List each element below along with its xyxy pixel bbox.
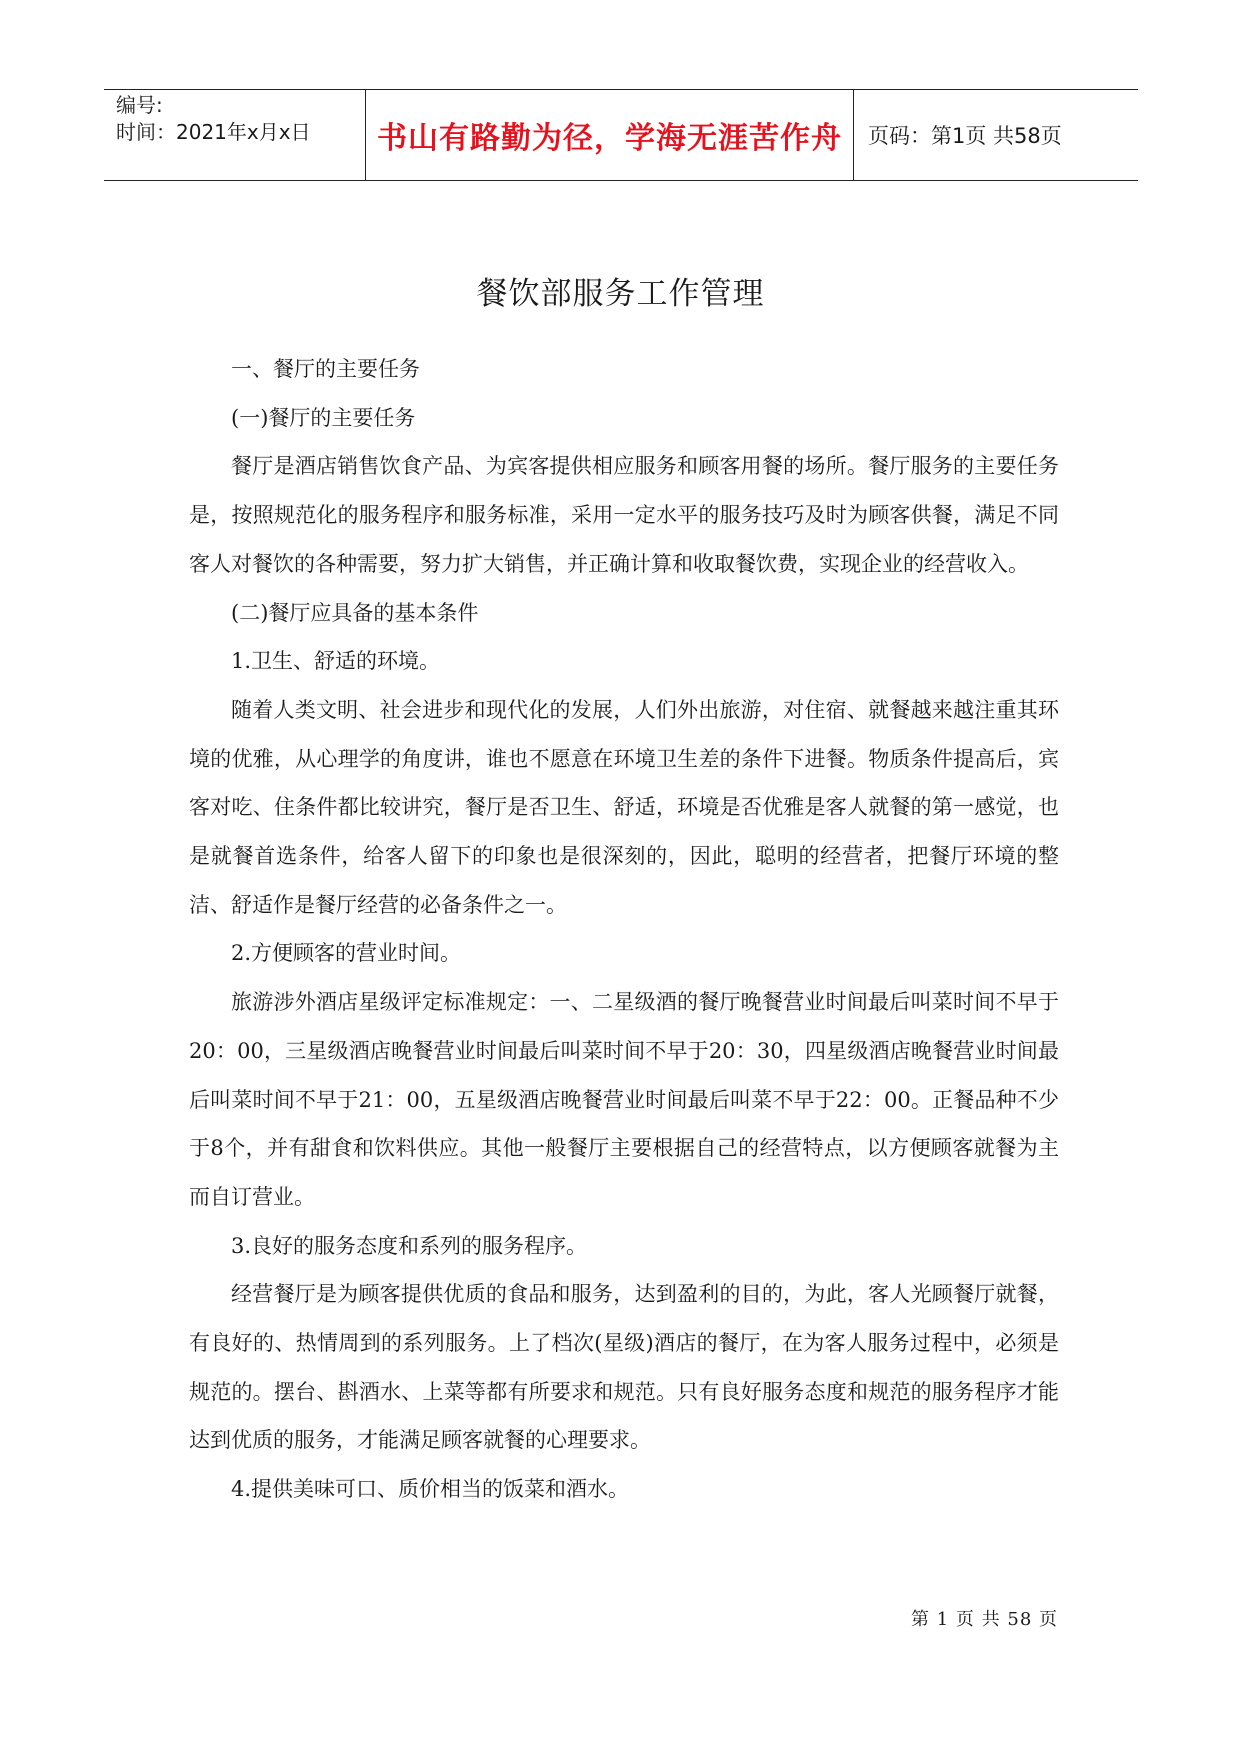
- document-number-label: 编号:: [116, 93, 163, 117]
- numbered-item-heading: 1.卫生、舒适的环境。: [231, 649, 441, 674]
- subsection-heading: (一)餐厅的主要任务: [231, 405, 416, 430]
- body-paragraph: 随着人类文明、社会进步和现代化的发展，人们外出旅游，对住宿、就餐越来越注重其环境的优雅，从心理学的角度讲，谁也不愿意在环境卫生差的条件下进餐。物质条件提高后，宾客对吃、住条件都比较讲究，餐厅是否卫生、舒适，环境是否优雅是客人就餐的第一感觉，也是就餐首选条件，给客人留下的印象也是很深刻的，因此，聪明的经营者，把餐厅环境的整洁、舒适作是餐厅经营的必备条件之一。: [189, 697, 1059, 917]
- subsection-heading: (二)餐厅应具备的基本条件: [231, 600, 479, 625]
- numbered-item-heading: 4.提供美味可口、质价相当的饭菜和酒水。: [231, 1477, 630, 1502]
- page-footer: 第 1 页 共 58 页: [911, 1609, 1058, 1630]
- numbered-item-heading: 2.方便顾客的营业时间。: [231, 941, 462, 966]
- numbered-item-heading: 3.良好的服务态度和系列的服务程序。: [231, 1233, 588, 1258]
- body-paragraph: 餐厅是酒店销售饮食产品、为宾客提供相应服务和顾客用餐的场所。餐厅服务的主要任务是，按照规范化的服务程序和服务标准，采用一定水平的服务技巧及时为顾客供餐，满足不同客人对餐饮的各种需要，努力扩大销售，并正确计算和收取餐饮费，实现企业的经营收入。: [189, 454, 1059, 576]
- header-meta-cell: [104, 90, 366, 180]
- header-page-number: 页码：第1页 共58页: [868, 124, 1062, 148]
- header-motto-cell: [366, 90, 854, 180]
- document-header: [104, 89, 1138, 181]
- section-heading: 一、餐厅的主要任务: [231, 357, 420, 381]
- body-paragraph: 经营餐厅是为顾客提供优质的食品和服务，达到盈利的目的，为此，客人光顾餐厅就餐，有良好的、热情周到的系列服务。上了档次(星级)酒店的餐厅，在为客人服务过程中，必须是规范的。摆台、斟酒水、上菜等都有所要求和规范。只有良好服务态度和规范的服务程序才能达到优质的服务，才能满足顾客就餐的心理要求。: [189, 1282, 1059, 1453]
- document-time-label: 时间：2021年x月x日: [116, 120, 311, 144]
- header-page-cell: [854, 90, 1138, 180]
- body-paragraph: 旅游涉外酒店星级评定标准规定：一、二星级酒的餐厅晚餐营业时间最后叫菜时间不早于20：00，三星级酒店晚餐营业时间最后叫菜时间不早于20：30，四星级酒店晚餐营业时间最后叫菜时间不早于21：00，五星级酒店晚餐营业时间最后叫菜不早于22：00。正餐品种不少于8个，并有甜食和饮料供应。其他一般餐厅主要根据自己的经营特点，以方便顾客就餐为主而自订营业。: [189, 990, 1059, 1209]
- header-motto: 书山有路勤为径，学海无涯苦作舟: [377, 121, 842, 156]
- document-title: 餐饮部服务工作管理: [476, 276, 765, 312]
- document-body: [189, 345, 1059, 1514]
